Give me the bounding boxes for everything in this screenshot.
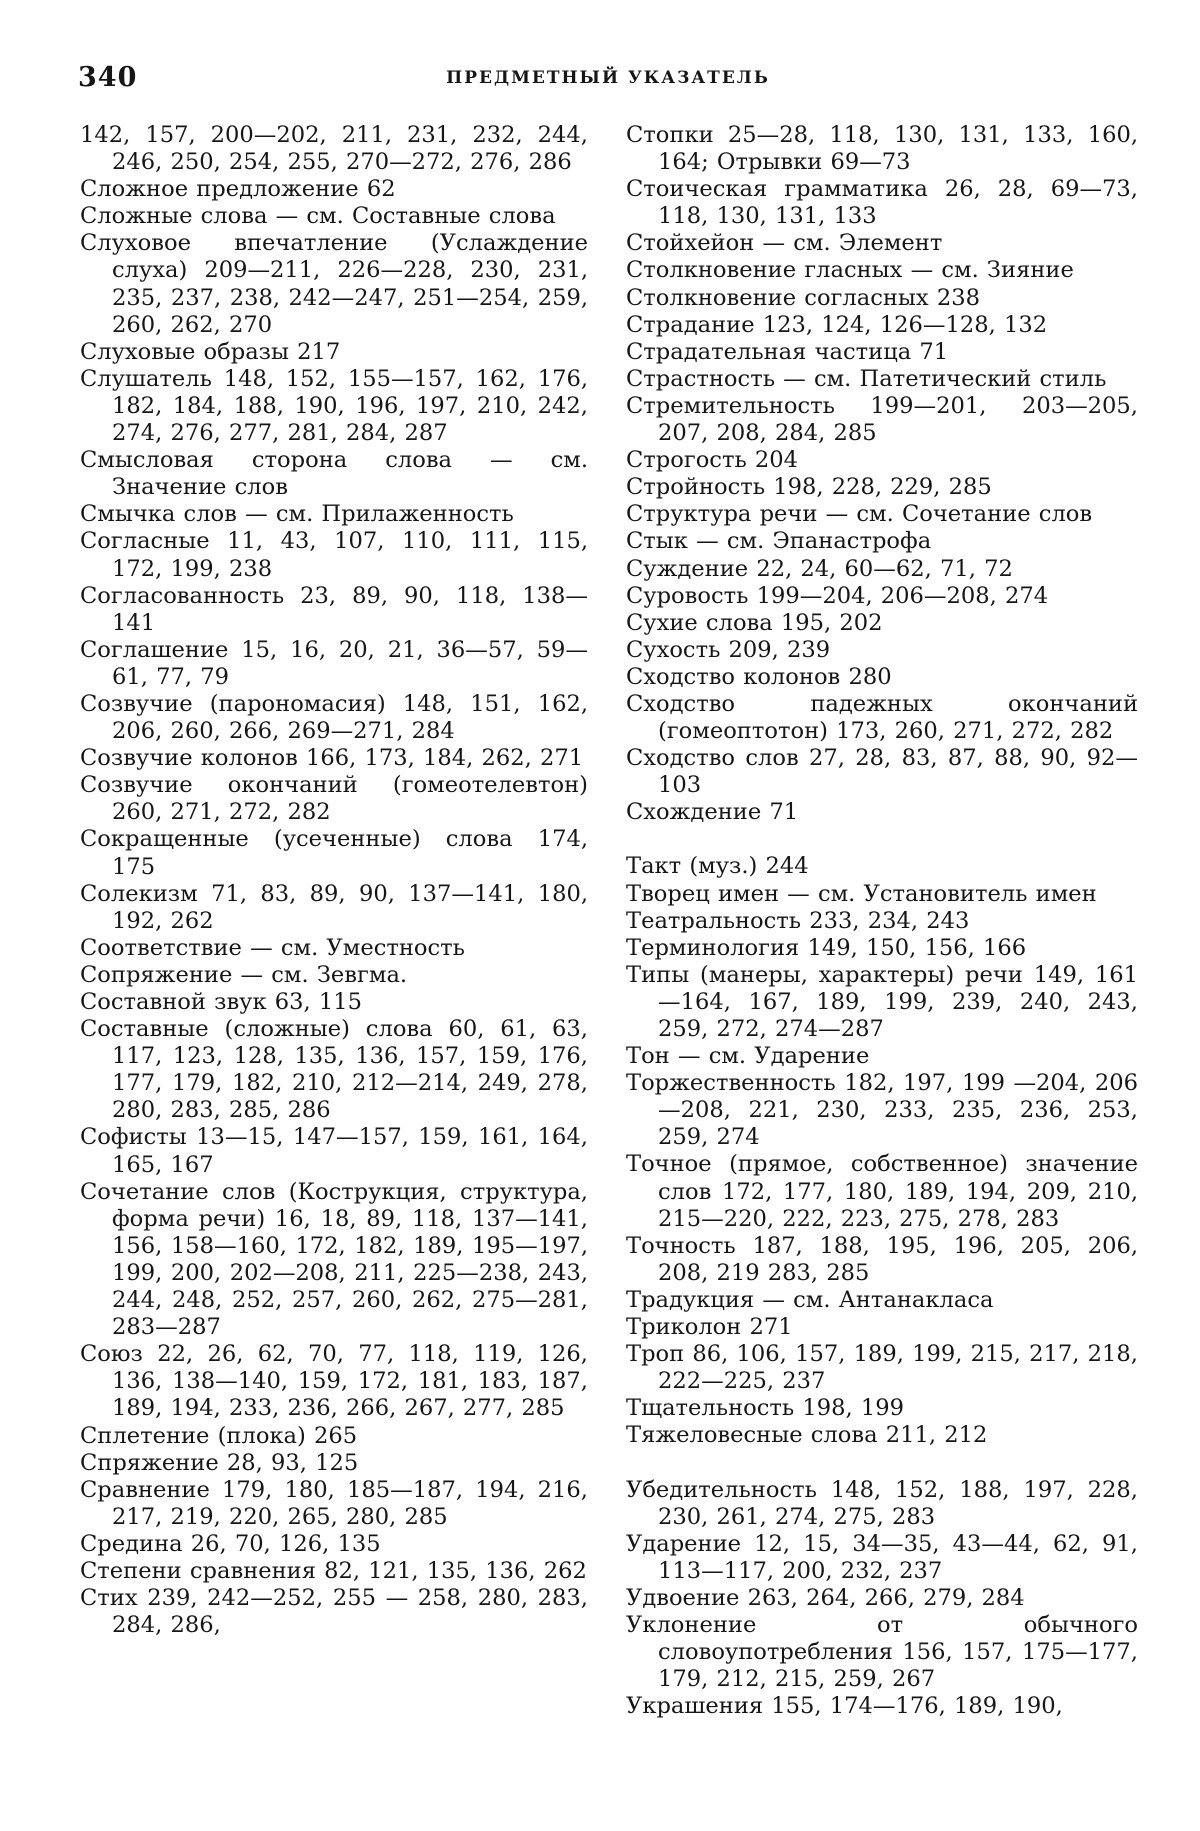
index-entry: Традукция — см. Антанакласа: [626, 1286, 994, 1313]
index-entry: Составные (сложные) слова 60, 61, 63, 117, 123, 128, 135, 136, 157, 159, 176, 177, 179, 182, 210, 212—214, 249, 278, 280, 283, 285, 286: [80, 1016, 588, 1124]
index-entry: Средина 26, 70, 126, 135: [80, 1530, 381, 1557]
index-entry: Спряжение 28, 93, 125: [80, 1449, 359, 1476]
index-entry: Страдательная частица 71: [626, 338, 949, 365]
index-entry: Схождение 71: [626, 799, 799, 826]
index-entry: Смысловая сторона слова — см. Значение слов: [80, 447, 588, 501]
index-entry: Слуховое впечатление (Услаждение слуха) 209—211, 226—228, 230, 231, 235, 237, 238, 242—247, 251—254, 259, 260, 262, 270: [80, 230, 588, 338]
index-entry: Созвучие колонов 166, 173, 184, 262, 271: [80, 745, 584, 772]
index-entry: Стройность 198, 228, 229, 285: [626, 474, 992, 501]
index-entry: 142, 157, 200—202, 211, 231, 232, 244, 246, 250, 254, 255, 270—272, 276, 286: [80, 122, 588, 176]
index-entry: Сопряжение — см. Зевгма.: [80, 961, 408, 988]
index-entry: Составной звук 63, 115: [80, 989, 363, 1015]
index-entry: Творец имен — см. Установитель имен: [626, 880, 1097, 907]
index-entry: Стремительность 199—201, 203—205, 207, 208, 284, 285: [626, 392, 1138, 447]
section-gap: [626, 1450, 1138, 1477]
index-entry: Созвучие окончаний (гомеотелевтон) 260, 271, 272, 282: [80, 772, 588, 826]
index-entry: Театральность 233, 234, 243: [626, 907, 970, 934]
index-entry: Суровость 199—204, 206—208, 274: [626, 582, 1049, 609]
index-entry: Тщательность 198, 199: [626, 1395, 904, 1422]
section-gap: [626, 826, 1138, 853]
index-entry: Созвучие (парономасия) 148, 151, 162, 206, 260, 266, 269—271, 284: [80, 690, 588, 745]
index-entry: Столкновение гласных — см. Зияние: [626, 257, 1074, 284]
index-entry: Такт (муз.) 244: [626, 853, 809, 880]
index-entry: Сплетение (плока) 265: [80, 1422, 358, 1449]
index-entry: Стоическая грамматика 26, 28, 69—73, 118, 130, 131, 133: [626, 176, 1138, 230]
index-column-right: [626, 122, 1138, 1720]
index-entry: Удвоение 263, 264, 266, 279, 284: [626, 1584, 1025, 1611]
index-entry: Строгость 204: [626, 447, 799, 474]
running-title: ПРЕДМЕТНЫЙ УКАЗАТЕЛЬ: [446, 68, 770, 88]
index-entry: Страстность — см. Патетический стиль: [626, 365, 1107, 392]
index-entry: Сходство колонов 280: [626, 663, 892, 690]
index-entry: Тяжеловесные слова 211, 212: [626, 1422, 988, 1449]
index-entry: Сравнение 179, 180, 185—187, 194, 216, 217, 219, 220, 265, 280, 285: [80, 1476, 588, 1530]
index-entry: Смычка слов — см. Прилаженность: [80, 501, 514, 528]
index-entry: Точность 187, 188, 195, 196, 205, 206, 208, 219 283, 285: [626, 1232, 1138, 1286]
index-entry: Ударение 12, 15, 34—35, 43—44, 62, 91, 113—117, 200, 232, 237: [626, 1530, 1138, 1584]
index-entry: Уклонение от обычного словоупотребления 156, 157, 175—177, 179, 212, 215, 259, 267: [626, 1611, 1138, 1693]
index-entry: Украшения 155, 174—176, 189, 190,: [626, 1693, 1063, 1720]
index-entry: Соглашение 15, 16, 20, 21, 36—57, 59—61, 77, 79: [80, 636, 588, 690]
index-entry: Убедительность 148, 152, 188, 197, 228, 230, 261, 274, 275, 283: [626, 1476, 1138, 1530]
index-entry: Стык — см. Эпанастрофа: [626, 528, 932, 555]
index-entry: Слуховые образы 217: [80, 338, 341, 365]
index-entry: Солекизм 71, 83, 89, 90, 137—141, 180, 192, 262: [80, 880, 588, 934]
index-entry: Страдание 123, 124, 126—128, 132: [626, 311, 1048, 338]
index-entry: Суждение 22, 24, 60—62, 71, 72: [626, 555, 1013, 582]
index-entry: Стих 239, 242—252, 255 — 258, 280, 283, 284, 286,: [80, 1585, 588, 1639]
index-entry: Соответствие — см. Уместность: [80, 934, 465, 961]
index-entry: Сходство слов 27, 28, 83, 87, 88, 90, 92—103: [626, 745, 1138, 799]
index-entry: Сложные слова — см. Составные слова: [80, 203, 556, 230]
index-entry: Триколон 271: [626, 1314, 793, 1341]
index-entry: Структура речи — см. Сочетание слов: [626, 501, 1093, 528]
index-entry: Троп 86, 106, 157, 189, 199, 215, 217, 218, 222—225, 237: [626, 1341, 1138, 1395]
index-entry: Софисты 13—15, 147—157, 159, 161, 164, 165, 167: [80, 1124, 588, 1178]
index-entry: Степени сравнения 82, 121, 135, 136, 262: [80, 1557, 587, 1584]
index-entry: Терминология 149, 150, 156, 166: [626, 934, 1027, 961]
index-entry: Слушатель 148, 152, 155—157, 162, 176, 182, 184, 188, 190, 196, 197, 210, 242, 274, 276, 277, 281, 284, 287: [80, 365, 588, 447]
index-column-left: [80, 122, 588, 1639]
index-entry: Столкновение согласных 238: [626, 284, 980, 311]
index-entry: Торжественность 182, 197, 199 —204, 206—208, 221, 230, 233, 235, 236, 253, 259, 274: [626, 1070, 1138, 1151]
index-entry: Согласные 11, 43, 107, 110, 111, 115, 172, 199, 238: [80, 528, 588, 582]
index-entry: Стопки 25—28, 118, 130, 131, 133, 160, 164; Отрывки 69—73: [626, 122, 1138, 176]
index-entry: Сухие слова 195, 202: [626, 609, 883, 636]
index-entry: Сокращенные (усеченные) слова 174, 175: [80, 826, 588, 880]
index-entry: Сходство падежных окончаний (гомеоптотон) 173, 260, 271, 272, 282: [626, 690, 1138, 745]
page-number: 340: [78, 62, 138, 93]
index-entry: Типы (манеры, характеры) речи 149, 161—164, 167, 189, 199, 239, 240, 243, 259, 272, 274—287: [626, 961, 1138, 1042]
index-entry: Тон — см. Ударение: [626, 1043, 870, 1070]
index-entry: Сложное предложение 62: [80, 176, 396, 203]
index-entry: Союз 22, 26, 62, 70, 77, 118, 119, 126, 136, 138—140, 159, 172, 181, 183, 187, 189, 194, 233, 236, 266, 267, 277, 285: [80, 1341, 588, 1422]
index-entry: Сочетание слов (Кострукция, структура, форма речи) 16, 18, 89, 118, 137—141, 156, 158—160, 172, 182, 189, 195—197, 199, 200, 202—208, 211, 225—238, 243, 244, 248, 252, 257, 260, 262, 275—281, 283—287: [80, 1178, 588, 1341]
page-header: [78, 62, 1138, 102]
index-entry: Стойхейон — см. Элемент: [626, 230, 943, 257]
index-entry: Согласованность 23, 89, 90, 118, 138—141: [80, 582, 588, 636]
index-entry: Точное (прямое, собственное) значение слов 172, 177, 180, 189, 194, 209, 210, 215—220, 222, 223, 275, 278, 283: [626, 1151, 1138, 1232]
index-entry: Сухость 209, 239: [626, 636, 831, 663]
